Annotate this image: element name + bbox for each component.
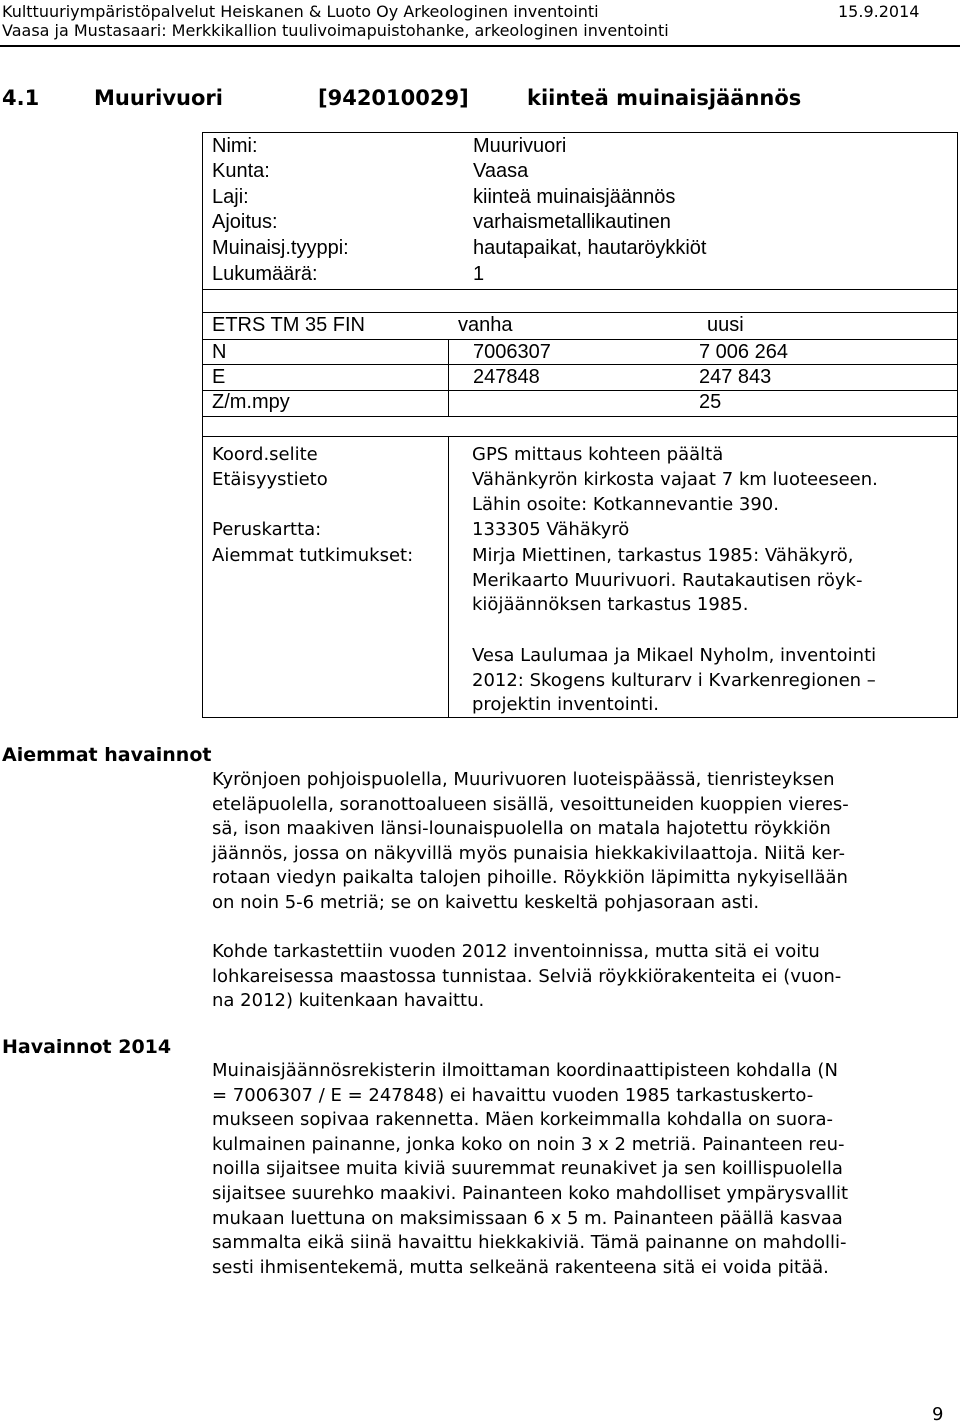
info-label-laji: Laji:	[212, 186, 249, 208]
etaisyys-label: Etäisyystieto	[212, 469, 328, 490]
tutkimukset-line: 2012: Skogens kulturarv i Kvarkenregionen –	[472, 670, 876, 691]
text-line: mukaan luettuna on maksimissaan 6 x 5 m. Painanteen päällä kasvaa	[212, 1207, 843, 1229]
tutkimukset-line: kiöjäännöksen tarkastus 1985.	[472, 594, 749, 615]
tutkimukset-line: Mirja Miettinen, tarkastus 1985: Vähäkyrö,	[472, 545, 854, 566]
text-line: Kohde tarkastettiin vuoden 2012 inventoinnissa, mutta sitä ei voitu	[212, 941, 820, 962]
text-line: Kyrönjoen pohjoispuolella, Muurivuoren luoteispäässä, tienristeyksen	[212, 769, 835, 790]
info-label-ajoitus: Ajoitus:	[212, 211, 278, 233]
header-org-title: Kulttuuriympäristöpalvelut Heiskanen & Luoto Oy Arkeologinen inventointi	[2, 2, 599, 21]
table-divider	[202, 416, 958, 417]
coord-new-n: 7 006 264	[699, 341, 788, 363]
header-date: 15.9.2014	[838, 2, 920, 21]
header-project-title: Vaasa ja Mustasaari: Merkkikallion tuulivoimapuistohanke, arkeologinen inventointi	[2, 21, 669, 40]
section-name: Muurivuori	[94, 86, 223, 110]
table-divider	[202, 436, 958, 437]
coord-label-z: Z/m.mpy	[212, 391, 290, 413]
coord-new-z: 25	[699, 391, 722, 413]
tutkimukset-line: Merikaarto Muurivuori. Rautakautisen röyk-	[472, 570, 863, 591]
section-id: [942010029]	[318, 86, 469, 110]
info-value-ajoitus: varhaismetallikautinen	[473, 211, 671, 233]
info-label-tyyppi: Muinaisj.tyyppi:	[212, 237, 349, 259]
info-value-lukumaara: 1	[473, 263, 485, 285]
etaisyys-value-line: Lähin osoite: Kotkannevantie 390.	[472, 494, 779, 515]
table-divider	[202, 289, 958, 290]
coord-old-header: vanha	[458, 314, 513, 336]
etaisyys-value-line: Vähänkyrön kirkosta vajaat 7 km luoteeseen.	[472, 469, 878, 490]
tutkimukset-line: projektin inventointi.	[472, 694, 659, 715]
text-line: kulmainen painanne, jonka koko on noin 3 x 2 metriä. Painanteen reu-	[212, 1133, 845, 1155]
text-line: sammalta eikä siinä havaittu hiekkakiviä. Tämä painanne on mahdolli-	[212, 1232, 847, 1254]
text-line: sä, ison maakiven länsi-lounaispuolella on matala hajotettu röykkiön	[212, 818, 831, 840]
aiemmat-tutkimukset-label: Aiemmat tutkimukset:	[212, 545, 414, 566]
coord-old-n: 7006307	[473, 341, 551, 363]
coord-label-e: E	[212, 366, 226, 388]
text-line: sesti ihmisentekemä, mutta selkeänä rakenteena sitä ei voida pitää.	[212, 1256, 829, 1278]
tutkimukset-line: Vesa Laulumaa ja Mikael Nyholm, inventointi	[472, 645, 877, 666]
coord-system-label: ETRS TM 35 FIN	[212, 314, 365, 336]
koord-selite-label: Koord.selite	[212, 444, 318, 465]
text-line: eteläpuolella, soranottoalueen sisällä, vesoittuneiden kuoppien vieres-	[212, 793, 849, 815]
coord-old-e: 247848	[473, 366, 540, 388]
coord-label-n: N	[212, 341, 227, 363]
aiemmat-havainnot-paragraph-2	[212, 940, 841, 1014]
koord-selite-value: GPS mittaus kohteen päältä	[472, 444, 724, 465]
havainnot-2014-paragraph	[212, 1059, 848, 1280]
peruskartta-label: Peruskartta:	[212, 519, 322, 540]
text-line: Muinaisjäännösrekisterin ilmoittaman koordinaattipisteen kohdalla (N	[212, 1060, 838, 1081]
info-value-laji: kiinteä muinaisjäännös	[473, 186, 676, 208]
page-number: 9	[932, 1404, 944, 1425]
coord-new-e: 247 843	[699, 366, 772, 388]
peruskartta-value: 133305 Vähäkyrö	[472, 519, 630, 540]
aiemmat-havainnot-heading: Aiemmat havainnot	[2, 744, 212, 766]
text-line: jäännös, jossa on näkyvillä myös punaisia hiekkakivilaattoja. Niitä ker-	[212, 842, 846, 864]
text-line: noilla sijaitsee muita kiviä suuremmat reunakivet ja sen koillispuolella	[212, 1158, 843, 1180]
table-divider	[202, 339, 958, 340]
info-label-nimi: Nimi:	[212, 135, 258, 157]
text-line: na 2012) kuitenkaan havaittu.	[212, 990, 485, 1012]
info-label-kunta: Kunta:	[212, 160, 270, 182]
info-value-nimi: Muurivuori	[473, 135, 567, 157]
table-column-divider	[448, 436, 449, 718]
info-value-kunta: Vaasa	[473, 160, 529, 182]
coord-new-header: uusi	[707, 314, 744, 336]
info-value-tyyppi: hautapaikat, hautaröykkiöt	[473, 237, 707, 259]
text-line: lohkareisessa maastossa tunnistaa. Selviä röykkiörakenteita ei (vuon-	[212, 965, 842, 987]
header-rule	[0, 45, 960, 47]
section-number: 4.1	[2, 86, 40, 110]
text-line: on noin 5-6 metriä; se on kaivettu keskeltä pohjasoraan asti.	[212, 891, 760, 913]
aiemmat-havainnot-paragraph	[212, 768, 849, 916]
text-line: = 7006307 / E = 247848) ei havaittu vuoden 1985 tarkastuskerto-	[212, 1084, 814, 1106]
havainnot-2014-heading: Havainnot 2014	[2, 1036, 172, 1058]
table-divider	[202, 390, 958, 391]
table-divider	[202, 312, 958, 313]
text-line: rotaan viedyn paikalta talojen pihoille. Röykkiön läpimitta nykyisellään	[212, 867, 848, 889]
table-divider	[202, 364, 958, 365]
section-type: kiinteä muinaisjäännös	[527, 86, 802, 110]
info-label-lukumaara: Lukumäärä:	[212, 263, 318, 285]
text-line: mukseen sopivaa rakennetta. Mäen korkeimmalla kohdalla on suora-	[212, 1109, 833, 1131]
table-column-divider	[448, 339, 449, 416]
text-line: sijaitsee suurehko maakivi. Painanteen koko mahdolliset ympärysvallit	[212, 1182, 849, 1204]
